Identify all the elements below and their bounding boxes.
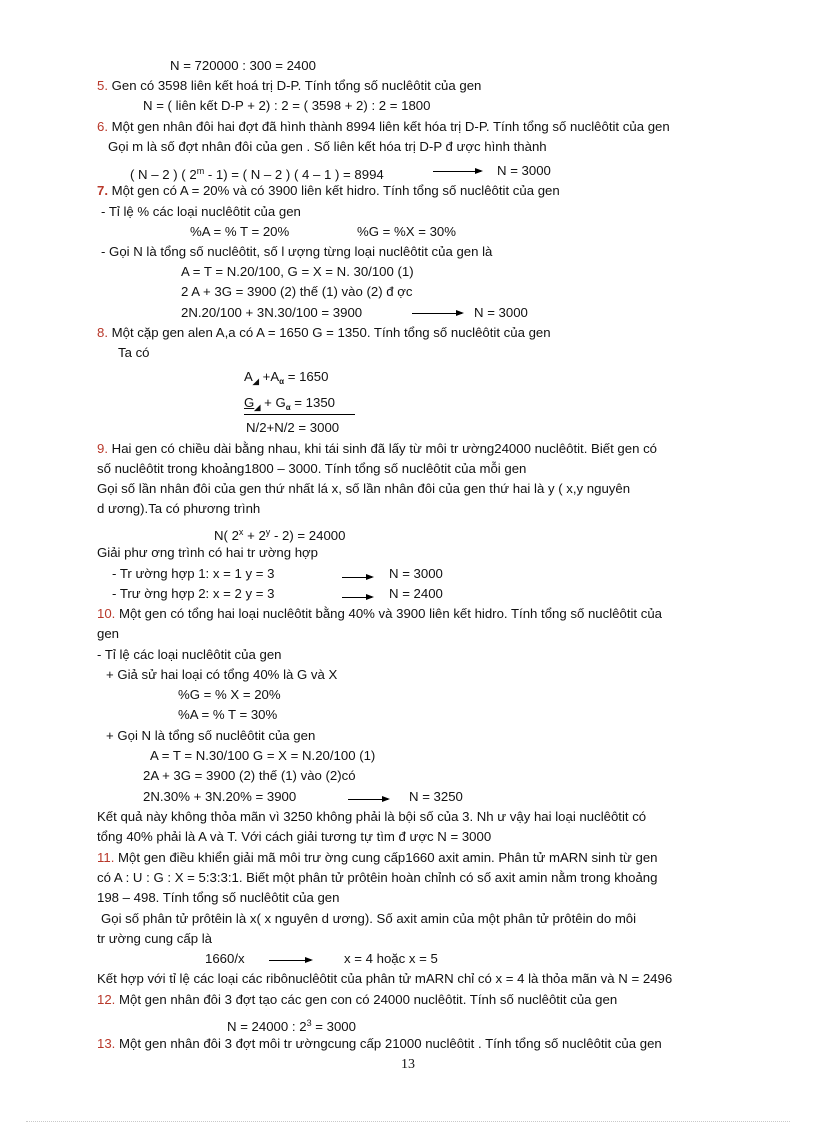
calc-line: - Trư ờng hợp 2: x = 2 y = 3 [112,586,275,601]
problem-6 [97,119,670,135]
formula-part: = 3000 [311,1019,356,1034]
problem-number: 6. [97,119,108,134]
text-line: Gọi số lần nhân đôi của gen thứ nhất lá x, số lần nhân đôi của gen thứ hai là y ( x,y nguyên [97,481,631,496]
formula-part: - 2) = 24000 [270,528,346,543]
text-line: + Gọi N là tổng số nuclêôtit của gen [106,728,316,743]
problem-7 [97,183,560,199]
text-line: Giải phư ơng trình có hai tr ường hợp [97,545,319,560]
problem-number: 5. [97,78,108,93]
formula-line [214,524,345,544]
calc-line: - Tr ường hợp 1: x = 1 y = 3 [112,566,275,581]
text-line: - Gọi N là tổng số nuclêôtit, số l ượng từng loại nuclêôtit của gen là [101,244,493,259]
problem-text: Hai gen có chiều dài bằng nhau, khi tái sinh đã lấy từ môi tr ường24000 nuclêôtit. Biết gen có [108,441,658,456]
text-line: tổng 40% phải là A và T. Với cách giải tương tự tìm đ ược N = 3000 [97,829,492,844]
problem-text: Một gen nhân đôi hai đợt đã hình thành 8994 liên kết hóa trị D-P. Tính tổng số nuclêôtit của gen [108,119,670,134]
formula-part: ( N – 2 ) ( 2 [130,167,197,182]
problem-number: 13. [97,1036,116,1051]
formula-part: N = 24000 : 2 [227,1019,307,1034]
result: x = 4 hoặc x = 5 [344,951,438,966]
arrow-icon [342,597,372,598]
calc-line: N/2+N/2 = 3000 [246,420,340,435]
problem-text: Gen có 3598 liên kết hoá trị D-P. Tính tổng số nuclêôtit của gen [108,78,482,93]
calc-line: %G = % X = 20% [178,687,281,702]
formula-part: - 1) = ( N – 2 ) ( 4 – 1 ) = 8994 [204,167,384,182]
problem-text: Một cặp gen alen A,a có A = 1650 G = 1350. Tính tổng số nuclêôtit của gen [108,325,551,340]
page-bottom-border [26,1121,790,1122]
exponent: y [265,527,271,537]
problem-text: Một gen có A = 20% và có 3900 liên kết hidro. Tính tổng số nuclêôtit của gen [108,183,560,198]
problem-number: 12. [97,992,116,1007]
problem-11 [97,850,658,866]
calc-line: N = 720000 : 300 = 2400 [170,58,316,73]
formula-part: A [244,369,253,384]
text-line: + Giả sử hai loại có tổng 40% là G và X [106,667,338,682]
calc-line: 2N.20/100 + 3N.30/100 = 3900 [181,305,363,320]
problem-number: 11. [97,850,115,865]
problem-text: Một gen có tổng hai loại nuclêôtit bằng 40% và 3900 liên kết hidro. Tính tổng số nuclêôtit của [115,606,663,621]
problem-text: Một gen nhân đôi 3 đợt môi tr ườngcung cấp 21000 nuclêôtit . Tính tổng số nuclêôtit của gen [115,1036,662,1051]
result: N = 3250 [409,789,463,804]
formula-part: = 1350 [290,395,336,410]
text-line: gen [97,626,120,641]
formula-part: G [244,395,255,410]
formula-part: + 2 [243,528,266,543]
calc-line: 2A + 3G = 3900 (2) thế (1) vào (2)có [143,768,356,783]
calc-line: %A = % T = 20% [190,224,290,239]
calc-line: 2 A + 3G = 3900 (2) thế (1) vào (2) đ ợc [181,284,413,299]
text-line: Kết quả này không thỏa mãn vì 3250 không phải là bội số của 3. Nh ư vậy hai loại nuclêôtit có [97,809,647,824]
allele-a-icon: α [285,403,291,412]
allele-a-icon: α [279,377,285,386]
calc-line: %G = %X = 30% [357,224,456,239]
formula-part: + G [260,395,286,410]
sum-rule [244,414,355,415]
result: N = 3000 [474,305,528,320]
formula-line [227,1015,356,1035]
text-line: có A : U : G : X = 5:3:3:1. Biết một phân tử prôtêin hoàn chỉnh có số axit amin nằm trong khoảng [97,870,658,885]
problem-5 [97,78,481,94]
calc-line [244,395,335,416]
text-line: tr ường cung cấp là [97,931,212,946]
arrow-icon [348,799,388,800]
arrow-icon [269,960,311,961]
arrow-icon [433,171,481,172]
calc-line: %A = % T = 30% [178,707,278,722]
allele-A-icon: ◢ [252,377,259,386]
formula-part: = 1650 [284,369,329,384]
problem-10 [97,606,662,622]
problem-number: 9. [97,441,108,456]
text-line: 198 – 498. Tính tổng số nuclêôtit của gen [97,890,340,905]
calc-line: 2N.30% + 3N.20% = 3900 [143,789,297,804]
arrow-icon [342,577,372,578]
formula-part: N( 2 [214,528,239,543]
problem-12 [97,992,617,1008]
calc-line: N = ( liên kết D-P + 2) : 2 = ( 3598 + 2) : 2 = 1800 [143,98,431,113]
problem-8 [97,325,551,341]
formula-part: +A [258,369,280,384]
result: N = 3000 [389,566,443,581]
problem-9 [97,441,657,457]
result: N = 3000 [497,163,551,178]
problem-text: Một gen nhân đôi 3 đợt tạo các gen con có 24000 nuclêôtit. Tính số nuclêôtit của gen [115,992,618,1007]
text-line: Kết hợp với tỉ lệ các loại các ribônuclêôtit của phân tử mARN chỉ có x = 4 là thỏa mãn và N = 2496 [97,971,673,986]
text-line: d ương).Ta có phương trình [97,501,261,516]
calc-line: A = T = N.30/100 G = X = N.20/100 (1) [150,748,376,763]
exponent: m [196,166,205,176]
exponent: 3 [306,1018,312,1028]
calc-line: A = T = N.20/100, G = X = N. 30/100 (1) [181,264,414,279]
problem-text: Một gen điều khiển giải mã môi trư ờng cung cấp1660 axit amin. Phân tử mARN sinh từ gen [114,850,658,865]
allele-A-icon: ◢ [254,403,261,412]
text-line: số nuclêôtit trong khoảng1800 – 3000. Tính tổng số nuclêôtit của mỗi gen [97,461,527,476]
exponent: x [238,527,244,537]
problem-13 [97,1036,662,1052]
problem-number: 8. [97,325,108,340]
calc-line [244,369,328,390]
problem-number: 10. [97,606,116,621]
text-line: Ta có [118,345,150,360]
text-line: - Tỉ lệ % các loại nuclêôtit của gen [101,204,301,219]
result: N = 2400 [389,586,443,601]
page-number: 13 [401,1057,415,1072]
formula-line [130,163,384,183]
calc-line: 1660/x [205,951,245,966]
arrow-icon [412,313,462,314]
text-line: - Tỉ lệ các loại nuclêôtit của gen [97,647,282,662]
text-line: Gọi số phân tử prôtêin là x( x nguyên d ương). Số axit amin của một phân tử prôtêin do môi [101,911,637,926]
text-line: Gọi m là số đợt nhân đôi của gen . Số liên kết hóa trị D-P đ ược hình thành [108,139,547,154]
problem-number: 7. [97,183,108,198]
